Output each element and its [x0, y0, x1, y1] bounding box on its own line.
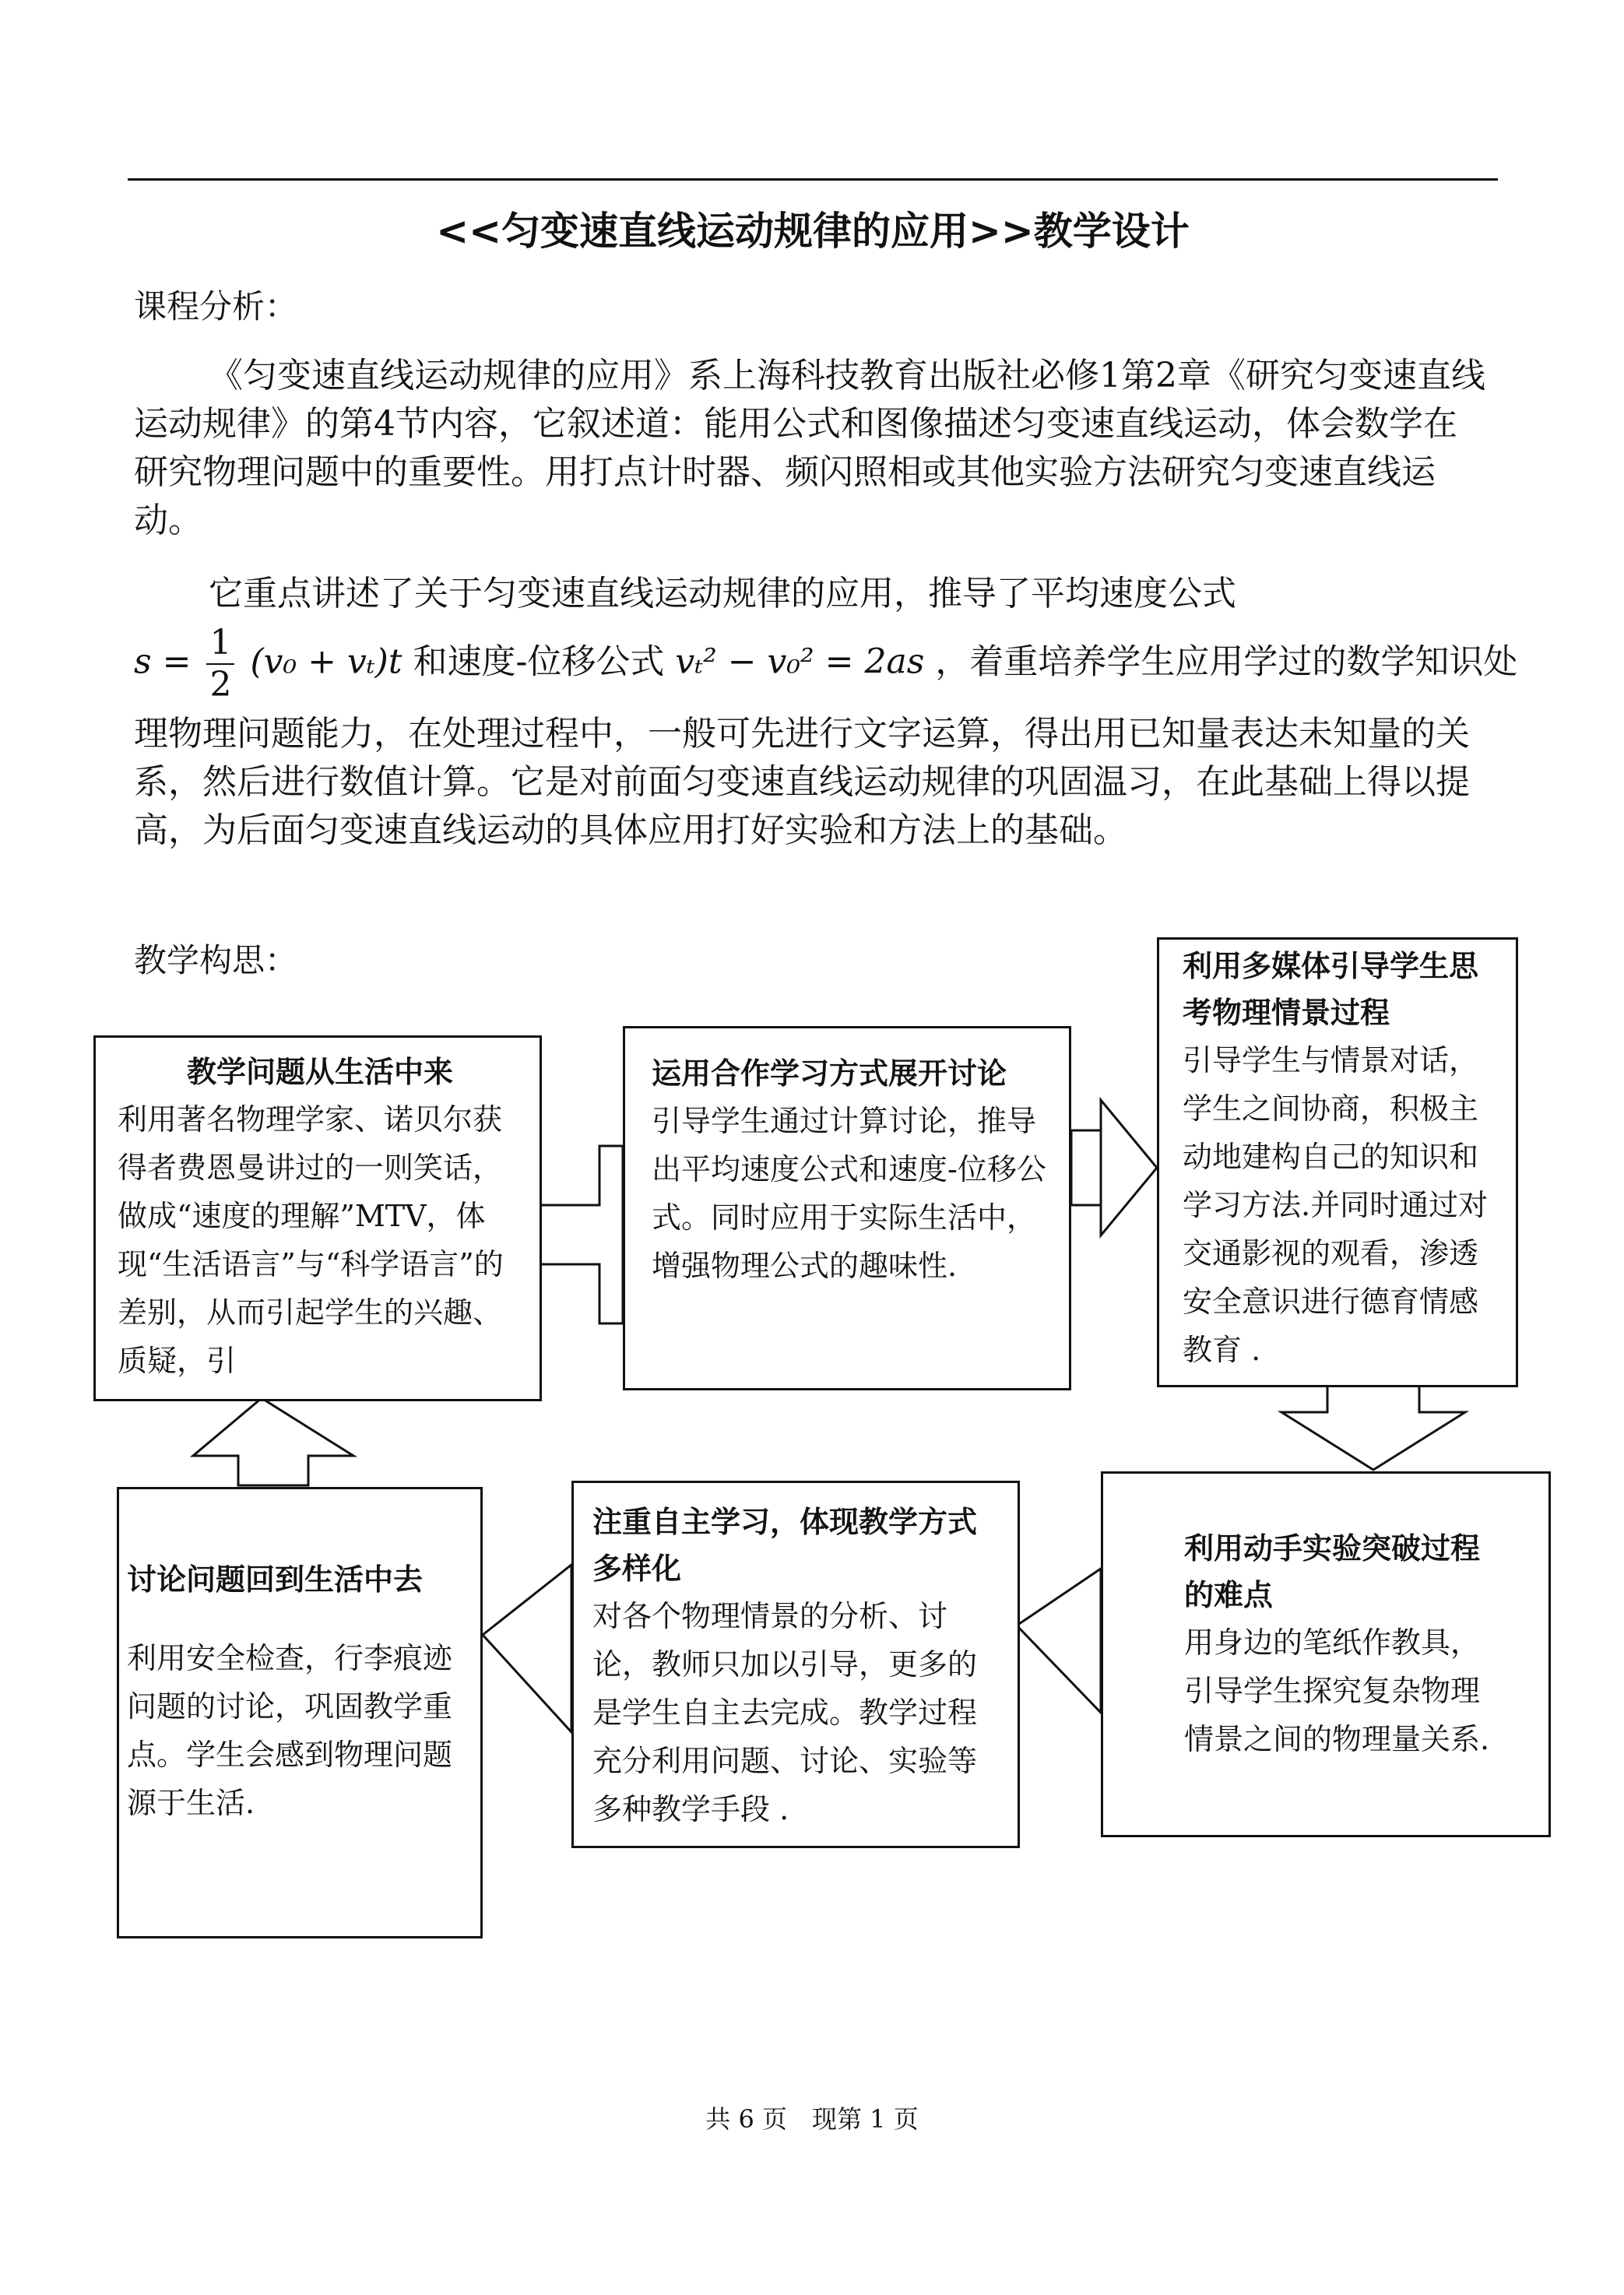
formula-rhs: (v₀ + vₜ)t [250, 641, 402, 682]
flow-box-multimedia [1157, 937, 1518, 1387]
flow-box5-body: 对各个物理情景的分析、讨论，教师只加以引导，更多的是学生自主去完成。教学过程充分利用问题、讨论、实验等多种教学手段 . [592, 1599, 978, 1826]
flow-box3-body: 引导学生与情景对话，学生之间协商，积极主动地建构自己的知识和学习方法.并同时通过对交通影视的观看，渗透安全意识进行德育情感教育 . [1183, 1043, 1489, 1367]
formula-velocity-displacement: vₜ² − v₀² = 2as [675, 641, 925, 682]
flow-box-back-to-life [117, 1487, 483, 1938]
flow-box2-title: 运用合作学习方式展开讨论 [652, 1056, 1007, 1091]
flow-box3-title: 利用多媒体引导学生思考物理情景过程 [1183, 949, 1479, 1030]
formula-connector: 和速度-位移公式 [413, 641, 676, 682]
section-heading-course-analysis: 课程分析： [134, 287, 298, 325]
formula-tail: ，着重培养学生应用学过的数学知识处 [935, 641, 1518, 682]
paragraph-course-intro: 《匀变速直线运动规律的应用》系上海科技教育出版社必修1第2章《研究匀变速直线运动规律》的第4节内容，它叙述道：能用公式和图像描述匀变速直线运动，体会数学在研究物理问题中的重要性。用打点计时器、频闪照相或其他实验方法研究匀变速直线运动。 [134, 356, 1485, 540]
paragraph-key-points-intro: 它重点讲述了关于匀变速直线运动规律的应用，推导了平均速度公式 [209, 574, 1236, 613]
document-title: <<匀变速直线运动规律的应用>>教学设计 [436, 209, 1190, 254]
section-heading-teaching-plan: 教学构思： [134, 941, 298, 979]
flow-box2-body: 引导学生通过计算讨论，推导出平均速度公式和速度-位移公式。同时应用于实际生活中，增强物理公式的趣味性. [652, 1104, 1046, 1283]
arrow-up-to-box1 [193, 1398, 353, 1485]
page-footer: 共 6 页 现第 1 页 [705, 2104, 919, 2134]
arrow-box5-to-box6 [483, 1565, 571, 1732]
paragraph-key-points-rest: 理物理问题能力，在处理过程中，一般可先进行文字运算，得出用已知量表达未知量的关系，然后进行数值计算。它是对前面匀变速直线运动规律的巩固温习，在此基础上得以提高，为后面匀变速直线运动的具体应用打好实验和方法上的基础。 [134, 714, 1470, 850]
fraction-denominator: 2 [209, 665, 232, 705]
flow-box-cooperative-learning [623, 1026, 1071, 1390]
flow-box4-title: 利用动手实验突破过程的难点 [1184, 1531, 1481, 1612]
flow-box1-title: 教学问题从生活中来 [186, 1055, 453, 1089]
flow-box6-title: 讨论问题回到生活中去 [127, 1562, 424, 1597]
flow-box6-body: 利用安全检查，行李痕迹问题的讨论，巩固教学重点。学生会感到物理问题源于生活. [127, 1641, 453, 1820]
formula-lhs: s = [134, 641, 192, 682]
flow-box-hands-on-experiment [1101, 1471, 1551, 1837]
arrow-box1-to-box2 [539, 1146, 623, 1323]
flow-box1-body: 利用著名物理学家、诺贝尔获得者费恩曼讲过的一则笑话，做成“速度的理解”MTV，体现“生活语言”与“科学语言”的差别，从而引起学生的兴趣、质疑，引 [118, 1102, 504, 1378]
flow-box4-body: 用身边的笔纸作教具，引导学生探究复杂物理情景之间的物理量关系. [1184, 1625, 1490, 1756]
flow-box-independent-learning [571, 1481, 1020, 1848]
flow-box-life-problems [93, 1035, 542, 1401]
arrow-box3-to-box4 [1281, 1386, 1465, 1470]
flow-box5-title: 注重自主学习，体现教学方式多样化 [592, 1505, 978, 1586]
arrow-box2-to-box3 [1071, 1100, 1157, 1235]
fraction-numerator: 1 [206, 623, 234, 665]
arrow-box4-to-box5 [1017, 1569, 1101, 1713]
